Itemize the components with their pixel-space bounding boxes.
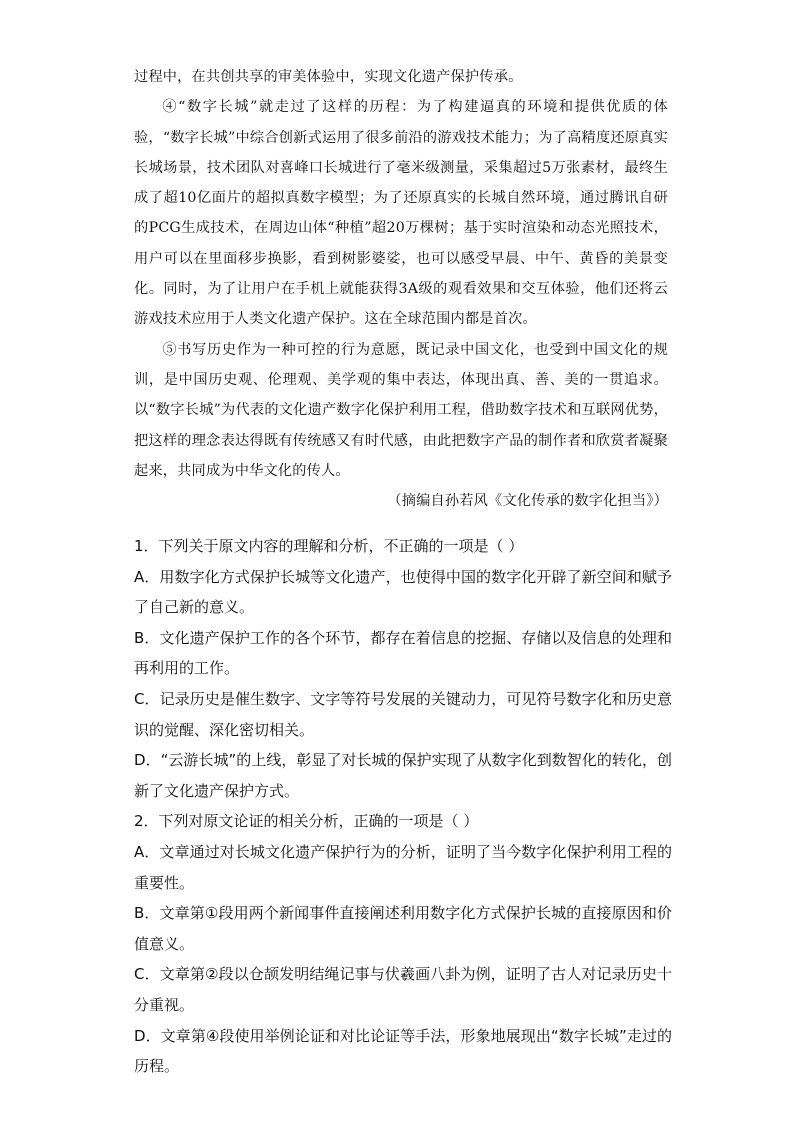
question-1-option-a: A．用数字化方式保护长城等文化遗产，也使得中国的数字化开辟了新空间和赋予了自己新的意义。 bbox=[134, 567, 672, 617]
question-1-option-b: B．文化遗产保护工作的各个环节，都存在着信息的挖掘、存储以及信息的处理和再利用的工作。 bbox=[134, 628, 672, 678]
question-1-option-d: D．“云游长城”的上线，彰显了对长城的保护实现了从数字化到数智化的转化，创新了文化遗产保护方式。 bbox=[134, 751, 672, 800]
paragraph-3-tail: 过程中，在共创共享的审美体验中，实现文化遗产保护传承。 bbox=[134, 69, 523, 85]
question-1-stem: 1．下列关于原文内容的理解和分析，不正确的一项是（ ） bbox=[134, 537, 524, 555]
question-section bbox=[134, 531, 672, 1082]
paragraph-4: ④“数字长城”就走过了这样的历程：为了构建逼真的环境和提供优质的体验，“数字长城”中综合创新式运用了很多前沿的游戏技术能力；为了高精度还原真实长城场景，技术团队对喜峰口长城进行了毫米级测量，采集超过5万张素材，最终生成了超10亿面片的超拟真数字模型；为了还原真实的长城自然环境，通过腾讯自研的PCG生成技术，在周边山体“种植”超20万棵树；基于实时渲染和动态光照技术，用户可以在里面移步换影，看到树影婆娑，也可以感受早晨、中午、黄昏的美景变化。同时，为了让用户在手机上就能获得3A级的观看效果和交互体验，他们还将云游戏技术应用于人类文化遗产保护。这在全球范围内都是首次。 bbox=[134, 99, 668, 328]
question-2-option-a: A．文章通过对长城文化遗产保护行为的分析，证明了当今数字化保护利用工程的重要性。 bbox=[134, 842, 672, 892]
passage-source: （摘编自孙若风《文化传承的数字化担当》） bbox=[387, 493, 668, 510]
question-1-option-c: C．记录历史是催生数字、文字等符号发展的关键动力，可见符号数字化和历史意识的觉醒、深化密切相关。 bbox=[134, 689, 672, 739]
paragraph-5: ⑤书写历史作为一种可控的行为意愿，既记录中国文化，也受到中国文化的规训，是中国历史观、伦理观、美学观的集中表达，体现出真、善、美的一贯追求。以“数字长城”为代表的文化遗产数字化保护利用工程，借助数字技术和互联网优势，把这样的理念表达得既有传统感又有时代感，由此把数字产品的制作者和欣赏者凝聚起来，共同成为中华文化的传人。 bbox=[134, 341, 668, 479]
reading-passage bbox=[134, 62, 668, 516]
question-2-stem: 2．下列对原文论证的相关分析，正确的一项是（ ） bbox=[134, 812, 479, 831]
question-2-option-c: C．文章第②段以仓颉发明结绳记事与伏羲画八卦为例，证明了古人对记录历史十分重视。 bbox=[134, 965, 672, 1014]
question-2-option-d: D．文章第④段使用举例论证和对比论证等手法，形象地展现出“数字长城”走过的历程。 bbox=[134, 1026, 672, 1076]
question-2-option-b: B．文章第①段用两个新闻事件直接阐述利用数字化方式保护长城的直接原因和价值意义。 bbox=[134, 904, 672, 953]
